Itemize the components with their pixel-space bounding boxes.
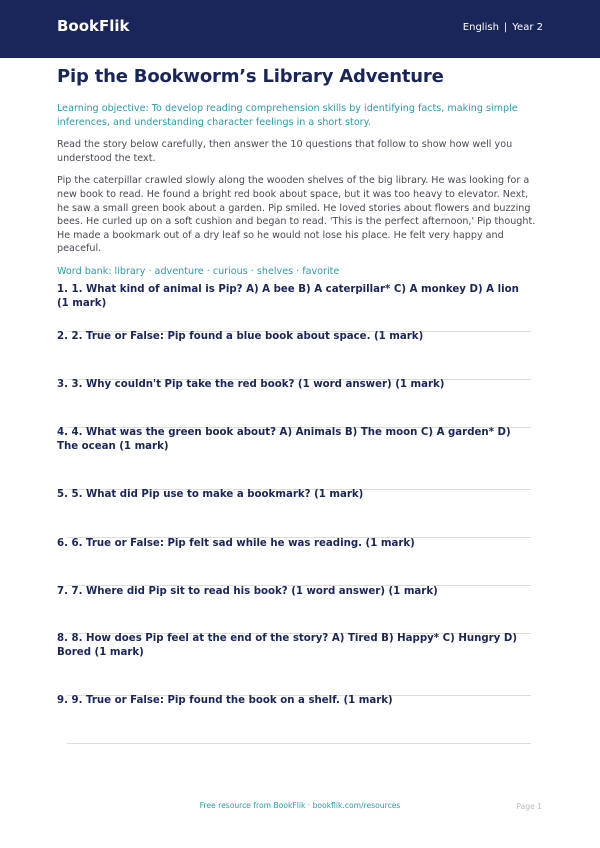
subject-year-meta	[463, 22, 543, 33]
page-title: Pip the Bookworm’s Library Adventure	[57, 66, 444, 87]
answer-line-9[interactable]	[67, 743, 531, 744]
word-bank-words: library · adventure · curious · shelves · favorite	[114, 265, 340, 277]
learning-objective: Learning objective: To develop reading comprehension skills by identifying facts, making simple inferences, and understanding character feelings in a short story.	[57, 103, 518, 128]
question-9: 9. 9. True or False: Pip found the book on a shelf. (1 mark)	[57, 695, 393, 706]
question-4: 4. 4. What was the green book about? A) Animals B) The moon C) A garden* D) The ocean (1 mark)	[57, 427, 511, 452]
subject-label: English	[462, 21, 499, 33]
question-3: 3. 3. Why couldn't Pip take the red book? (1 word answer) (1 mark)	[57, 379, 445, 390]
question-8: 8. 8. How does Pip feel at the end of the story? A) Tired B) Happy* C) Hungry D) Bored (1 mark)	[57, 633, 517, 658]
page-number: Page 1	[516, 802, 542, 811]
word-bank	[57, 265, 543, 279]
question-7: 7. 7. Where did Pip sit to read his book? (1 word answer) (1 mark)	[57, 586, 438, 597]
header-bar	[0, 0, 600, 58]
year-label: Year 2	[512, 21, 543, 33]
story-text: Pip the caterpillar crawled slowly along the wooden shelves of the big library. He was looking for a new book to read. He found a bright red book about space, but it was too heavy to elevator. Next, he saw a small green book about a garden. Pip smiled. He loved stories about flowers and buzzing bees. He curled up on a soft cushion and began to read. 'This is the perfect afternoon,' Pip thought. He made a bookmark out of a dry leaf so he would not lose his place. He felt very happy and peaceful.	[57, 175, 536, 255]
instructions: Read the story below carefully, then answer the 10 questions that follow to show how well you understood the text.	[57, 139, 513, 164]
word-bank-label: Word bank:	[57, 265, 112, 277]
question-1: 1. 1. What kind of animal is Pip? A) A bee B) A caterpillar* C) A monkey D) A lion (1 mark)	[57, 284, 519, 309]
question-5: 5. 5. What did Pip use to make a bookmark? (1 mark)	[57, 489, 364, 500]
worksheet-intro	[57, 62, 543, 279]
footer-credit[interactable]: Free resource from BookFlik · bookflik.com/resources	[199, 801, 401, 810]
question-6: 6. 6. True or False: Pip felt sad while he was reading. (1 mark)	[57, 538, 415, 549]
brand-logo[interactable]: BookFlik	[57, 17, 130, 35]
meta-separator: |	[503, 21, 508, 33]
question-2: 2. 2. True or False: Pip found a blue book about space. (1 mark)	[57, 331, 424, 342]
